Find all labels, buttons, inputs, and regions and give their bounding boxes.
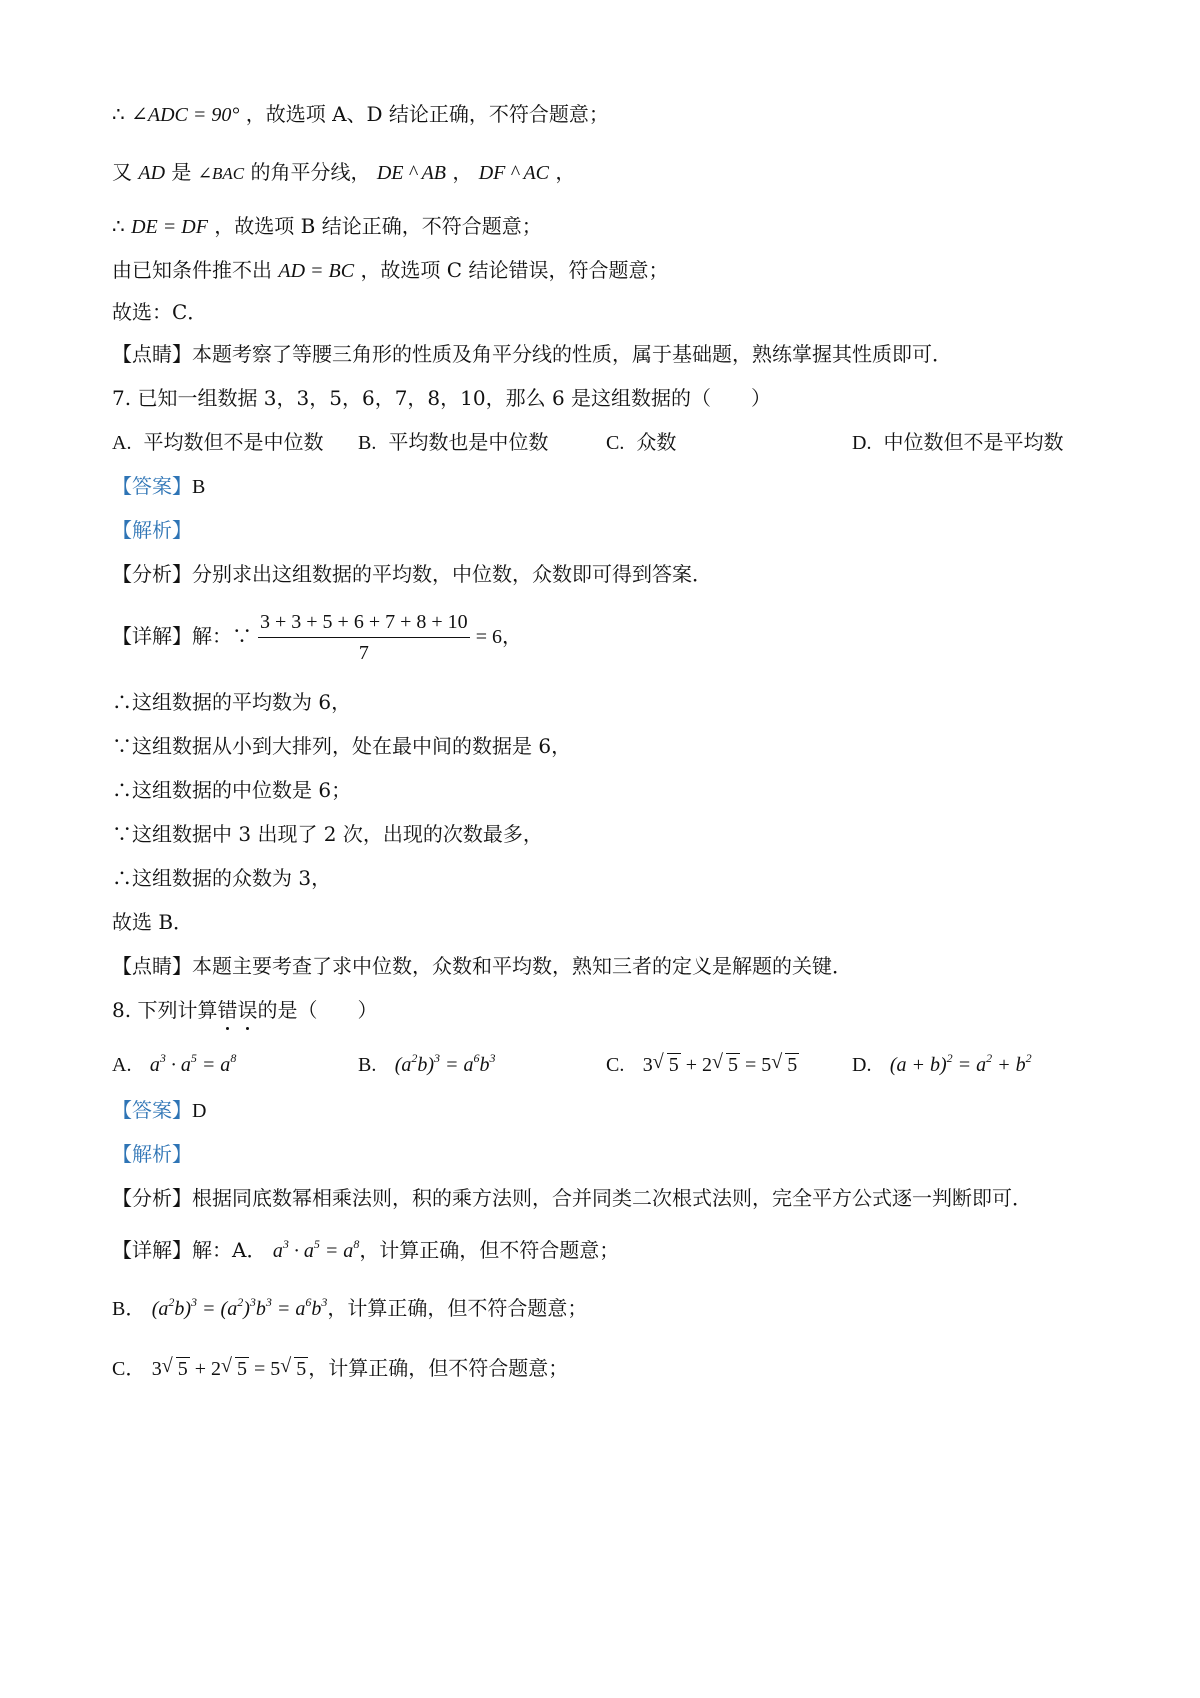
question-8 — [112, 996, 377, 1024]
q7-step: ∴这组数据的众数为 3， — [112, 866, 332, 890]
q7-detail — [112, 604, 522, 669]
text: ， — [555, 160, 576, 184]
option-label: D. — [852, 1054, 872, 1076]
text: B． — [112, 1298, 146, 1320]
option-text: 众数 — [636, 430, 677, 454]
fraction-numerator: 3 + 3 + 5 + 6 + 7 + 8 + 10 — [258, 607, 470, 638]
option-label: B. — [358, 1054, 377, 1076]
text: 的角平分线， — [250, 160, 371, 184]
therefore-symbol: ∴ — [112, 102, 125, 126]
line-choose-c: 故选：C． — [112, 300, 208, 324]
emphasis-char: 误 — [237, 998, 258, 1022]
math-angle-adc: ∠ADC = 90° — [131, 104, 240, 126]
math-ad: AD — [138, 162, 166, 184]
option-c-formula: 3√ 5 + 2√ 5 = 5√ 5 — [643, 1054, 800, 1076]
option-label: D. — [852, 432, 872, 454]
therefore-symbol: ∴ — [112, 214, 125, 238]
text: 又 — [112, 160, 132, 184]
emphasis-char: 错 — [217, 998, 238, 1022]
detail-a-formula: $a^3 \cdot a^5 = a^8$ — [272, 1237, 360, 1262]
text: 【详解】解：A． — [112, 1238, 267, 1262]
line-text: ，故选项 A、D 结论正确，不符合题意； — [245, 102, 609, 126]
q7-fenxi: 【分析】分别求出这组数据的平均数，中位数，众数即可得到答案． — [112, 562, 712, 586]
q7-option-b — [358, 428, 548, 457]
q7-step: ∴这组数据的平均数为 6， — [112, 690, 352, 714]
q7-option-a — [112, 428, 323, 457]
q8-answer — [112, 1096, 206, 1125]
q8-option-c — [606, 1050, 799, 1079]
option-text: 中位数但不是平均数 — [883, 430, 1064, 454]
option-a-formula: $a^3 \cdot a^5 = a^8$ — [149, 1051, 237, 1076]
q7-answer — [112, 472, 205, 501]
q8-option-a — [112, 1050, 236, 1079]
q7-option-c — [606, 428, 676, 457]
mean-fraction — [258, 607, 470, 668]
q7-dianjing: 【点睛】本题主要考查了求中位数，众数和平均数，熟知三者的定义是解题的关键． — [112, 954, 852, 978]
answer-value: D — [192, 1100, 207, 1122]
q8-option-b — [358, 1050, 496, 1079]
q8-analysis-tag: 【解析】 — [112, 1142, 192, 1166]
text: 由已知条件推不出 — [112, 258, 272, 282]
detail-c-formula: 3√ 5 + 2√ 5 = 5√ 5 — [152, 1358, 309, 1380]
q7-analysis-tag: 【解析】 — [112, 518, 192, 542]
line-bisector — [112, 158, 575, 188]
option-label: B. — [358, 432, 377, 454]
question-7: 7. 已知一组数据 3，3，5，6，7，8，10，那么 6 是这组数据的（ ） — [112, 386, 772, 410]
option-text: 平均数但不是中位数 — [143, 430, 324, 454]
option-text: 平均数也是中位数 — [388, 430, 549, 454]
math-de-eq-df: DE = DF — [131, 216, 208, 238]
option-d-formula: $(a + b)^2 = a^2 + b^2$ — [889, 1051, 1032, 1076]
option-label: C. — [606, 1054, 625, 1076]
math-df-perp-ac: DF ^ AC — [478, 162, 550, 184]
fraction-result: = 6， — [475, 626, 522, 648]
text: ，计算正确，但不符合题意； — [359, 1238, 620, 1262]
q8-detail-a — [112, 1236, 619, 1265]
q8-detail-c — [112, 1354, 568, 1383]
answer-tag: 【答案】 — [112, 1098, 192, 1122]
line-de-df — [112, 212, 542, 241]
text: 是 — [171, 160, 192, 184]
text: 的是（ ） — [257, 998, 378, 1022]
q7-step: ∴这组数据的中位数是 6； — [112, 778, 352, 802]
detail-prefix: 【详解】解：∵ — [112, 624, 252, 648]
math-de-perp-ab: DE ^ AB — [376, 162, 446, 184]
math-angle-bac: ∠BAC — [197, 164, 245, 183]
text: ，计算正确，但不符合题意； — [327, 1296, 588, 1320]
line-text: ，故选项 C 结论错误，符合题意； — [360, 258, 669, 282]
line-text: ，故选项 B 结论正确，不符合题意； — [214, 214, 542, 238]
q8-detail-b — [112, 1294, 587, 1323]
text: ， — [452, 160, 473, 184]
q7-step: 故选 B． — [112, 910, 194, 934]
fraction-denominator: 7 — [358, 642, 369, 664]
q8-fenxi: 【分析】根据同底数幂相乘法则，积的乘方法则，合并同类二次根式法则，完全平方公式逐一判断即可． — [112, 1186, 1032, 1210]
q8-option-d — [852, 1050, 1032, 1079]
dianjing-6: 【点睛】本题考察了等腰三角形的性质及角平分线的性质，属于基础题，熟练掌握其性质即可． — [112, 342, 952, 366]
line-ad-bc — [112, 256, 668, 285]
q7-step: ∵这组数据从小到大排列，处在最中间的数据是 6， — [112, 734, 572, 758]
q7-step: ∵这组数据中 3 出现了 2 次，出现的次数最多， — [112, 822, 543, 846]
text: 8. 下列计算 — [112, 998, 218, 1022]
detail-b-formula: $(a^2b)^3 = (a^2)^3b^3 = a^6b^3$ — [151, 1295, 328, 1320]
q7-option-d — [852, 428, 1063, 457]
line-angle-adc — [112, 100, 609, 129]
option-b-formula: $(a^2b)^3 = a^6b^3$ — [394, 1051, 496, 1076]
answer-tag: 【答案】 — [112, 474, 192, 498]
option-label: C. — [606, 432, 625, 454]
answer-value: B — [192, 476, 206, 498]
option-label: A. — [112, 1054, 132, 1076]
option-label: A. — [112, 432, 132, 454]
math-ad-eq-bc: AD = BC — [278, 260, 355, 282]
text: ，计算正确，但不符合题意； — [308, 1356, 569, 1380]
text: C． — [112, 1358, 146, 1380]
